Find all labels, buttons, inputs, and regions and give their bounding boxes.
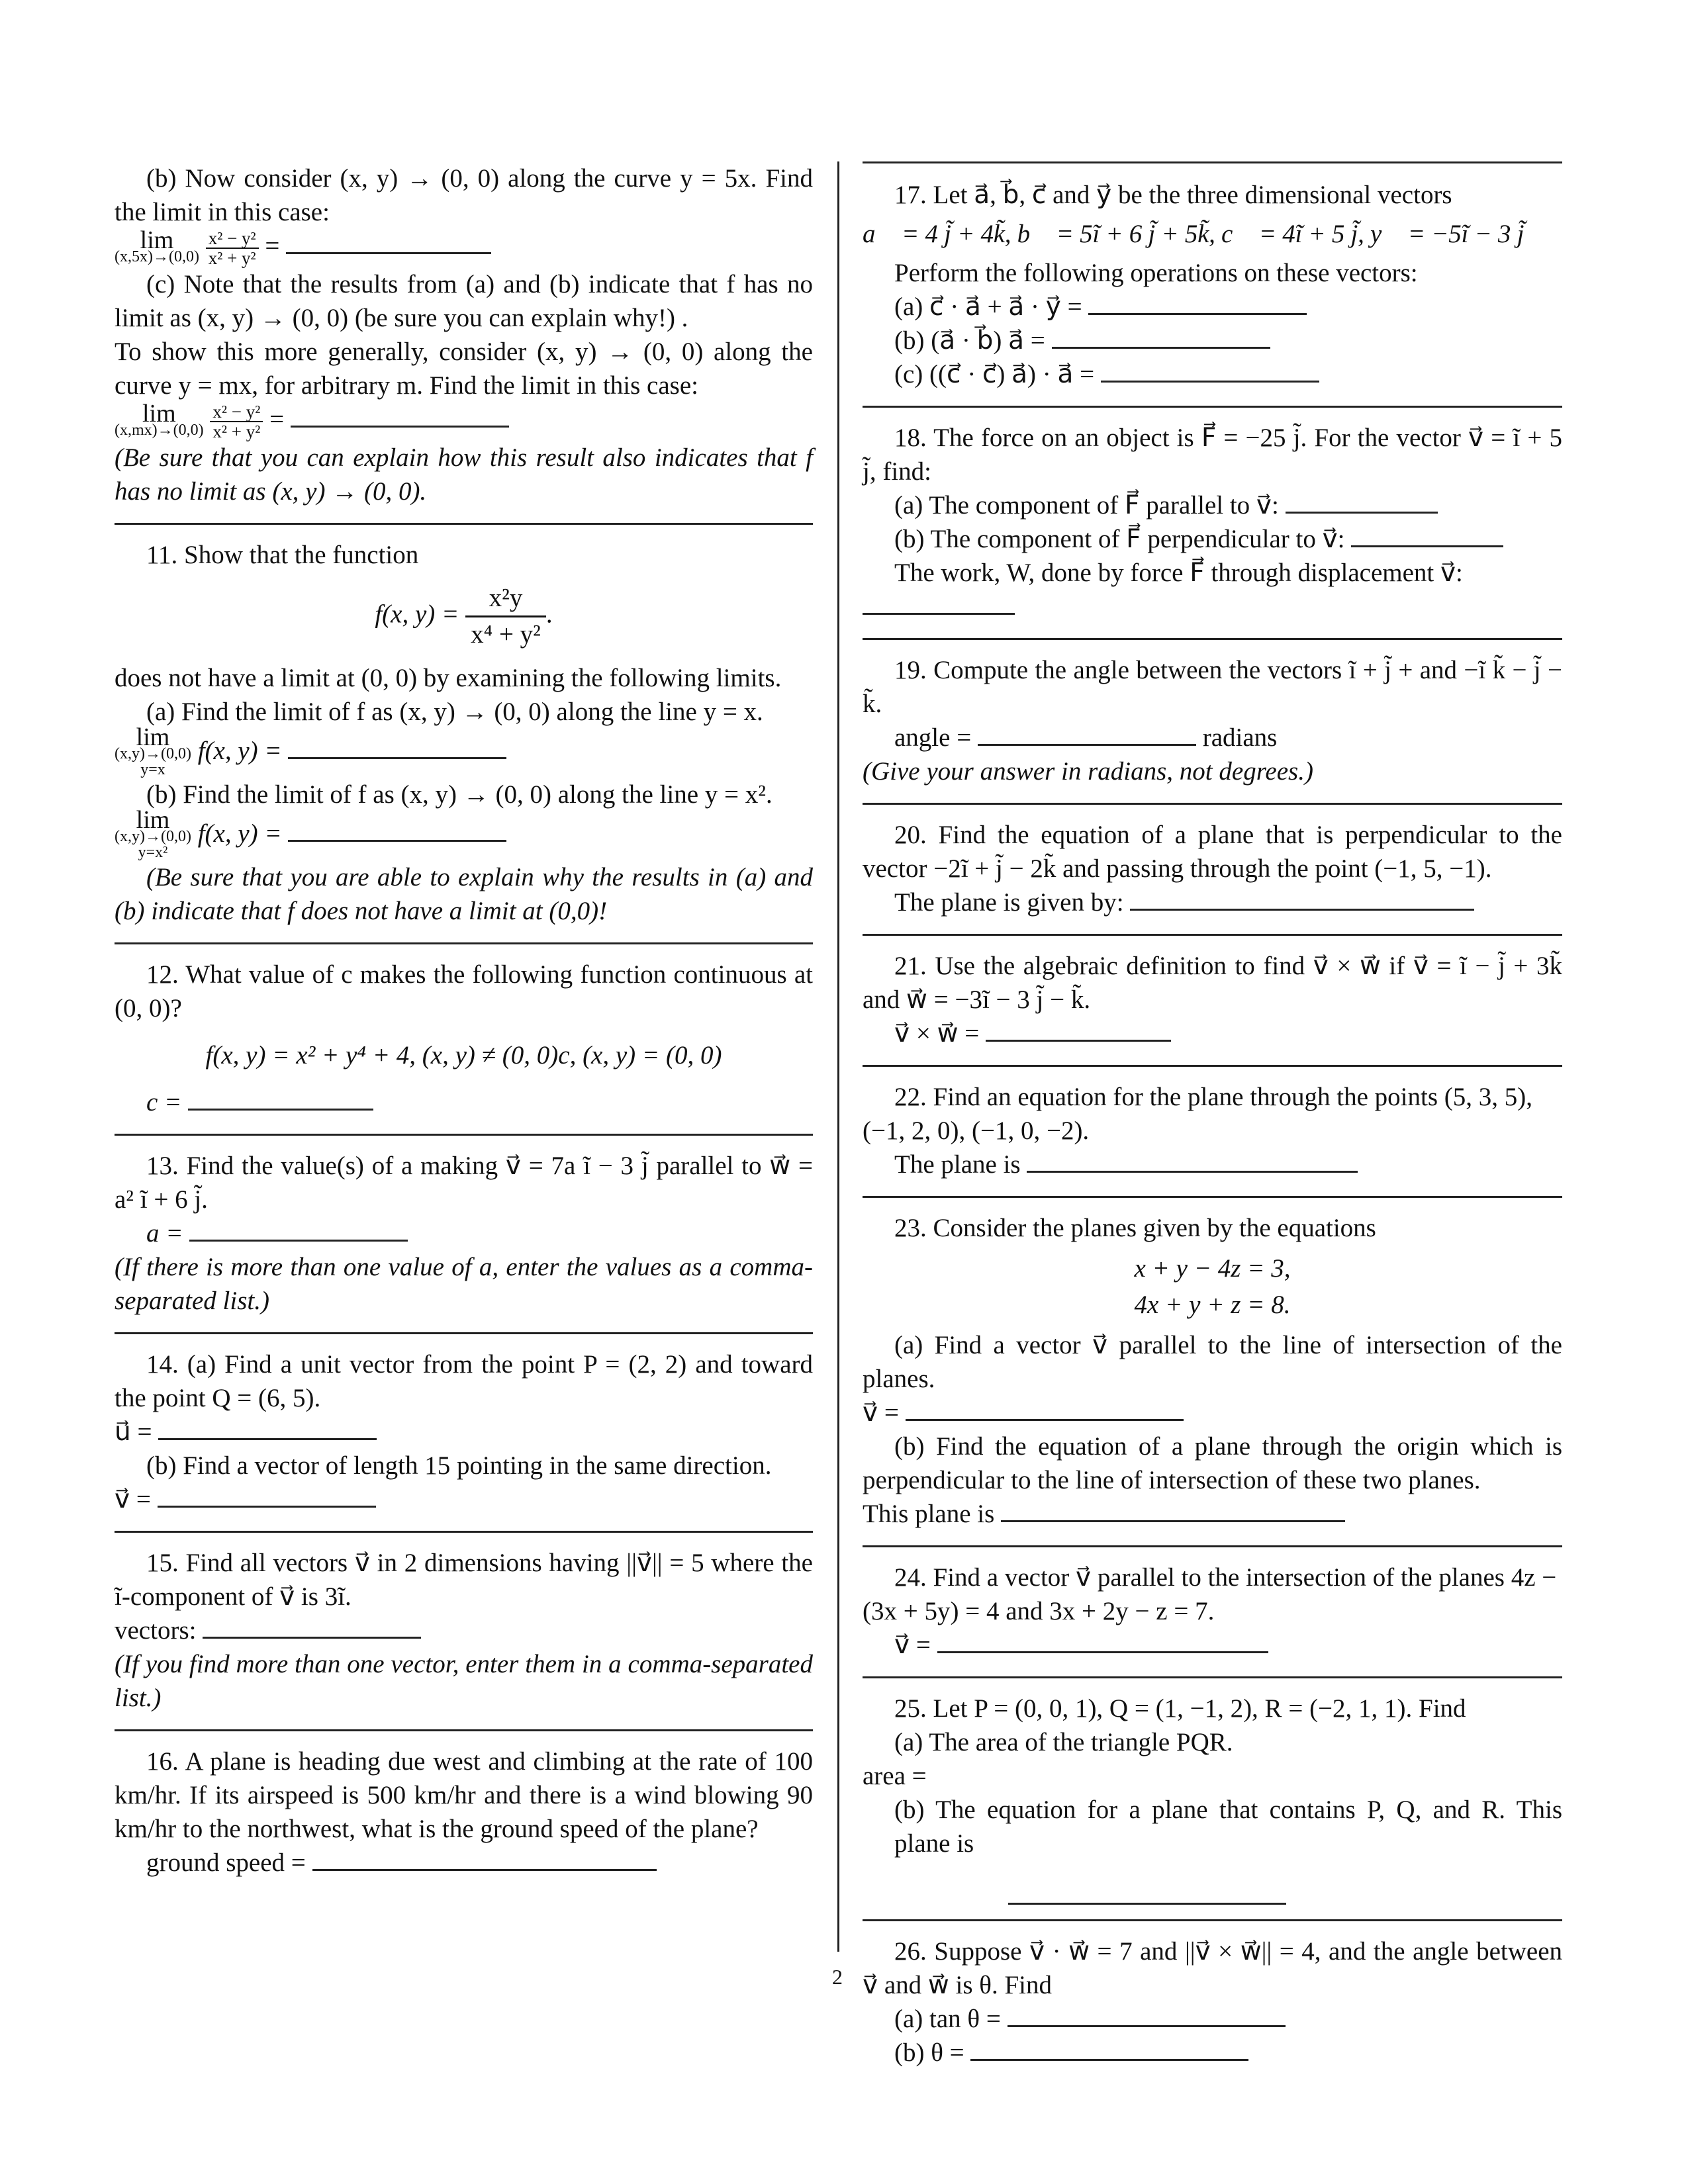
p16-answer-line: ground speed = [115, 1846, 813, 1880]
problem-23 [863, 1211, 1562, 1547]
p10-b-limit-line: lim (x,5x)→(0,0) $\frac{\text{x² − y²}}{\text{x² + y²}}$ = [115, 229, 813, 267]
problem-17 [863, 161, 1562, 408]
p23-a: (a) Find a vector v⃗ parallel to the line of intersection of the planes. [863, 1331, 1562, 1393]
p21-title: 21. Use the algebraic definition to find v⃗ × w⃗ if v⃗ = ĩ − j̃ + 3k̃ and w⃗ = −3ĩ − 3 j̃ − k̃. [863, 952, 1562, 1014]
answer-blank[interactable] [1008, 2003, 1286, 2027]
p11-a-text: (a) Find the limit of f as (x, y) → (0, 0) along the line y = x. [146, 698, 763, 727]
p19-answer-line: angle = radians [863, 721, 1562, 754]
problem-11 [115, 538, 813, 944]
p10-c-limit-line: lim (x,mx)→(0,0) $\frac{\text{x² − y²}}{\text{x² + y²}}$ = [115, 402, 813, 441]
limit-operator: lim (x,5x)→(0,0) [115, 226, 199, 266]
p17-text: Perform the following operations on these vectors: [894, 259, 1418, 287]
p14-u-line: u⃗ = [115, 1415, 813, 1449]
p24-title: 24. Find a vector v⃗ parallel to the intersection of the planes 4z − (3x + 5y) = 4 and 3x + 2y − z = 7. [863, 1563, 1557, 1625]
p15-answer-line: vectors: [115, 1614, 813, 1647]
p23-eq1: x + y − 4z = 3, [1134, 1254, 1291, 1283]
answer-blank[interactable] [1001, 1498, 1345, 1522]
problem-21 [863, 949, 1562, 1067]
p26-b-line: (b) θ = [863, 2036, 1562, 2070]
problem-14 [115, 1347, 813, 1533]
p23-title: 23. Consider the planes given by the equations [894, 1214, 1376, 1242]
answer-blank[interactable] [978, 721, 1196, 746]
fraction: $\frac{\text{x² − y²}}{\text{x² + y²}}$ [206, 229, 259, 267]
fraction: $\frac{\text{x² − y²}}{\text{x² + y²}}$ [210, 402, 263, 441]
answer-blank[interactable] [189, 1217, 408, 1242]
problem-19 [863, 653, 1562, 805]
p10-c-text: (c) Note that the results from (a) and (b) indicate that f has no limit as (x, y) → (0, 0) (be sure you can explain why!) . [115, 270, 813, 333]
p25-area-label: area = [863, 1762, 927, 1790]
p12-function: f(x, y) = x² + y⁴ + 4, (x, y) ≠ (0, 0)c, (x, y) = (0, 0) [205, 1041, 722, 1070]
p18-work-line [863, 590, 1562, 623]
p13-note: (If there is more than one value of a, enter the values as a comma-separated list.) [115, 1253, 813, 1316]
p23-eq2: 4x + y + z = 8. [1134, 1291, 1291, 1319]
problem-18 [863, 421, 1562, 640]
p18-title: 18. The force on an object is F⃗ = −25 j̃. For the vector v⃗ = ĩ + 5 j̃, find: [863, 424, 1562, 486]
p23-v-line: v⃗ = [863, 1396, 1562, 1430]
p11-a-limit-line: lim (x,y)→(0,0) y=x f(x, y) = [115, 729, 813, 778]
p25-a: (a) The area of the triangle PQR. [894, 1728, 1233, 1756]
answer-blank[interactable] [1052, 324, 1270, 349]
answer-blank[interactable] [288, 817, 506, 842]
answer-blank[interactable] [203, 1614, 421, 1639]
left-column [115, 161, 813, 1907]
p22-title: 22. Find an equation for the plane through the points (5, 3, 5), (−1, 2, 0), (−1, 0, −2). [863, 1083, 1532, 1145]
problem-22 [863, 1080, 1562, 1198]
p24-answer-line: v⃗ = [863, 1628, 1562, 1662]
answer-blank[interactable] [1008, 1880, 1286, 1905]
answer-blank[interactable] [1286, 489, 1438, 514]
p18-a-line: (a) The component of F⃗ parallel to v⃗: [863, 488, 1562, 522]
problem-13 [115, 1149, 813, 1334]
answer-blank[interactable] [1351, 523, 1503, 547]
right-column [863, 161, 1562, 2097]
limit-operator: lim (x,y)→(0,0) y=x² [115, 806, 191, 862]
p19-title: 19. Compute the angle between the vectors ĩ + j̃ + and −ĩ k̃ − j̃ − k̃. [863, 656, 1562, 718]
answer-blank[interactable] [970, 2036, 1248, 2061]
p17-title: 17. Let a⃗, b⃗, c⃗ and y⃗ be the three dimensional vectors [894, 181, 1452, 209]
p11-b-text: (b) Find the limit of f as (x, y) → (0, 0) along the line y = x². [146, 780, 773, 809]
answer-blank[interactable] [158, 1483, 376, 1508]
p23-b: (b) Find the equation of a plane through the origin which is perpendicular to the line of intersection of these two planes. [863, 1432, 1562, 1494]
answer-blank[interactable] [286, 230, 491, 254]
p11-note: (Be sure that you are able to explain why the results in (a) and (b) indicate that f does not have a limit at (0,0)! [115, 863, 813, 926]
p10-note: (Be sure that you can explain how this result also indicates that f has no limit as (x, y) → (0, 0). [115, 443, 813, 506]
answer-blank[interactable] [158, 1416, 377, 1440]
p17-vectors: a⃗ = 4 j̃ + 4k̃, b⃗ = 5ĩ + 6 j̃ + 5k̃, c⃗ = 4ĩ + 5 j̃, y⃗ = −5ĩ − 3 j̃ [863, 220, 1524, 248]
p11-function: f(x, y) = $\frac{\text{x²y}}{\text{x⁴ + y²}}$ . [115, 581, 813, 652]
p25-title: 25. Let P = (0, 0, 1), Q = (1, −1, 2), R = (−2, 1, 1). Find [894, 1694, 1466, 1723]
p11-b-limit-line: lim (x,y)→(0,0) y=x² f(x, y) = [115, 811, 813, 860]
p13-answer-line: a = [115, 1216, 813, 1250]
answer-blank[interactable] [291, 403, 509, 428]
answer-blank[interactable] [288, 735, 506, 759]
answer-blank[interactable] [1088, 291, 1307, 315]
p14-b-text: (b) Find a vector of length 15 pointing in the same direction. [146, 1451, 772, 1480]
problem-15 [115, 1546, 813, 1731]
problem-25 [863, 1692, 1562, 1921]
p14-v-line: v⃗ = [115, 1482, 813, 1516]
p23-b-line: This plane is [863, 1497, 1562, 1531]
p10-general-text: To show this more generally, consider (x, y) → (0, 0) along the curve y = mx, for arbitrary m. Find the limit in this case: [115, 338, 813, 400]
p19-note: (Give your answer in radians, not degrees.) [863, 757, 1313, 786]
problem-12 [115, 958, 813, 1136]
answer-blank[interactable] [906, 1396, 1184, 1421]
p22-answer-line: The plane is [863, 1148, 1562, 1181]
p13-title: 13. Find the value(s) of a making v⃗ = 7a ĩ − 3 j̃ parallel to w⃗ = a² ĩ + 6 j̃. [115, 1152, 813, 1214]
p16-title: 16. A plane is heading due west and climbing at the rate of 100 km/hr. If its airspeed is 500 km/hr and there is a wind blowing 90 km/hr to the northwest, what is the ground speed of the plane? [115, 1747, 813, 1844]
answer-blank[interactable] [986, 1017, 1171, 1042]
p11-text: does not have a limit at (0, 0) by examining the following limits. [115, 664, 782, 693]
p25-b: (b) The equation for a plane that contains P, Q, and R. This plane is [894, 1796, 1562, 1858]
p15-note: (If you find more than one vector, enter them in a comma-separated list.) [115, 1650, 813, 1713]
answer-blank[interactable] [312, 1846, 657, 1871]
p15-title: 15. Find all vectors v⃗ in 2 dimensions having ||v⃗|| = 5 where the ĩ-component of v⃗ is 3ĩ. [115, 1549, 813, 1612]
problem-20 [863, 818, 1562, 936]
p20-title: 20. Find the equation of a plane that is perpendicular to the vector −2ĩ + j̃ − 2k̃ and passing through the point (−1, 5, −1). [863, 821, 1562, 883]
limit-operator: lim (x,mx)→(0,0) [115, 400, 204, 439]
page-number: 2 [832, 1965, 843, 1989]
p12-title: 12. What value of c makes the following function continuous at (0, 0)? [115, 960, 813, 1023]
p12-answer-line: c = [115, 1085, 813, 1119]
answer-blank[interactable] [863, 590, 1015, 615]
p10-b-intro: (b) Now consider (x, y) → (0, 0) along the curve y = 5x. Find the limit in this case: [115, 164, 813, 226]
answer-blank[interactable] [937, 1629, 1268, 1653]
problem-16 [115, 1745, 813, 1894]
answer-blank[interactable] [1027, 1148, 1358, 1173]
p17-b-line: (b) (a⃗ · b⃗) a⃗ = [863, 324, 1562, 357]
p21-answer-line: v⃗ × w⃗ = [863, 1017, 1562, 1050]
limit-operator: lim (x,y)→(0,0) y=x [115, 723, 191, 779]
p26-a-line: (a) tan θ = [863, 2002, 1562, 2036]
p20-answer-line: The plane is given by: [863, 886, 1562, 919]
p17-c-line: (c) ((c⃗ · c⃗) a⃗) · a⃗ = [863, 357, 1562, 391]
p17-a-line: (a) c⃗ · a⃗ + a⃗ · y⃗ = [863, 290, 1562, 324]
p26-title: 26. Suppose v⃗ · w⃗ = 7 and ||v⃗ × w⃗|| = 4, and the angle between v⃗ and w⃗ is θ. Find [863, 1937, 1562, 1999]
answer-blank[interactable] [1130, 886, 1474, 911]
column-divider [837, 161, 839, 1952]
answer-blank[interactable] [188, 1086, 373, 1111]
p18-work: The work, W, done by force F⃗ through displacement v⃗: [894, 559, 1463, 587]
p18-b-line: (b) The component of F⃗ perpendicular to v⃗: [863, 522, 1562, 556]
problem-24 [863, 1561, 1562, 1678]
problem-10 [115, 161, 813, 525]
answer-blank[interactable] [1101, 358, 1319, 383]
p14-a-text: 14. (a) Find a unit vector from the point P = (2, 2) and toward the point Q = (6, 5). [115, 1350, 813, 1413]
problem-26 [863, 1934, 1562, 2084]
p11-title: 11. Show that the function [146, 541, 419, 570]
fraction: $\frac{\text{x²y}}{\text{x⁴ + y²}}$ [465, 581, 546, 652]
